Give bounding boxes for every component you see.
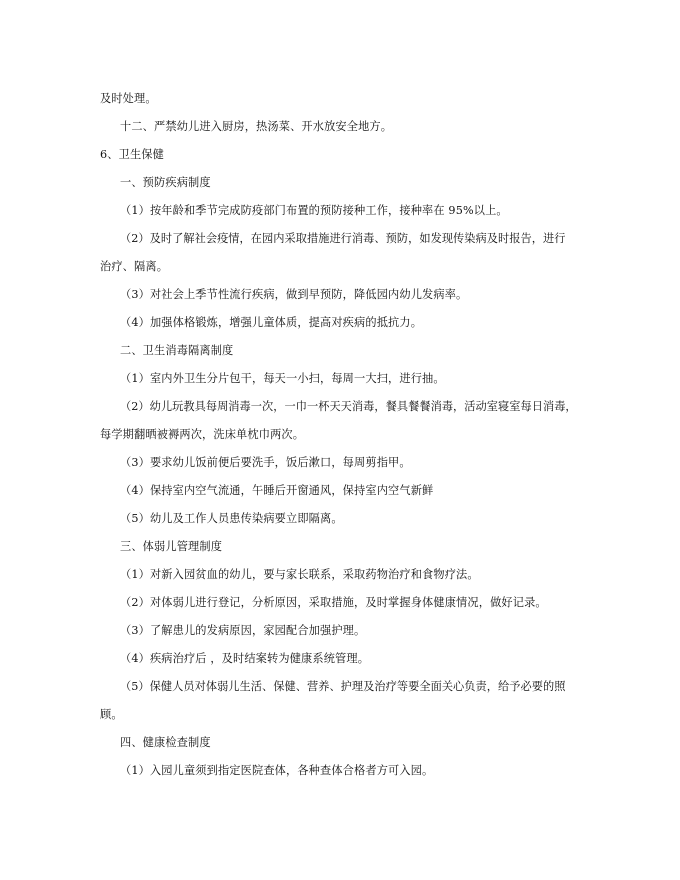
text-line: （2）幼儿玩教具每周消毒一次，一巾一杯天天消毒，餐具餐餐消毒，活动室寝室每日消毒， [120,400,577,413]
subsection-heading: 三、体弱儿管理制度 [120,540,223,553]
text-line: 及时处理。 [100,92,157,105]
subsection-heading: 二、卫生消毒隔离制度 [120,344,234,357]
text-line: 顾。 [100,708,123,721]
text-line: （1）按年龄和季节完成防疫部门布置的预防接种工作，接种率在 95%以上。 [120,204,508,217]
text-line: （4）疾病治疗后 ，及时结案转为健康系统管理。 [120,652,370,665]
text-line: （4）保持室内空气流通，午睡后开窗通风，保持室内空气新鲜 [120,484,434,497]
text-line: 每学期翻晒被褥两次，洗床单枕巾两次。 [100,428,305,441]
subsection-heading: 一、预防疾病制度 [120,176,211,189]
text-line: （4）加强体格锻炼，增强儿童体质，提高对疾病的抵抗力。 [120,316,423,329]
section-heading: 6、卫生保健 [100,148,164,161]
text-line: （3）对社会上季节性流行疾病，做到早预防，降低园内幼儿发病率。 [120,288,468,301]
text-line: （1）对新入园贫血的幼儿，要与家长联系，采取药物治疗和食物疗法。 [120,568,479,581]
text-line: （1）室内外卫生分片包干，每天一小扫，每周一大扫，进行抽。 [120,372,445,385]
text-line: （2）及时了解社会疫情，在园内采取措施进行消毒、预防，如发现传染病及时报告，进行 [120,232,566,245]
text-line: （3）了解患儿的发病原因，家园配合加强护理。 [120,624,366,637]
text-line: （5）幼儿及工作人员患传染病要立即隔离。 [120,512,343,525]
text-line: （1）入园儿童须到指定医院查体，各种查体合格者方可入园。 [120,764,434,777]
subsection-heading: 四、健康检查制度 [120,736,211,749]
text-line: 治疗、隔离。 [100,260,169,273]
text-line: （2）对体弱儿进行登记，分析原因，采取措施，及时掌握身体健康情况，做好记录。 [120,596,547,609]
text-line: （5）保健人员对体弱儿生活、保健、营养、护理及治疗等要全面关心负责，给予必要的照 [120,680,566,693]
text-line: （3）要求幼儿饭前便后要洗手，饭后漱口，每周剪指甲。 [120,456,411,469]
text-line: 十二、严禁幼儿进入厨房，热汤菜、开水放安全地方。 [120,120,393,133]
